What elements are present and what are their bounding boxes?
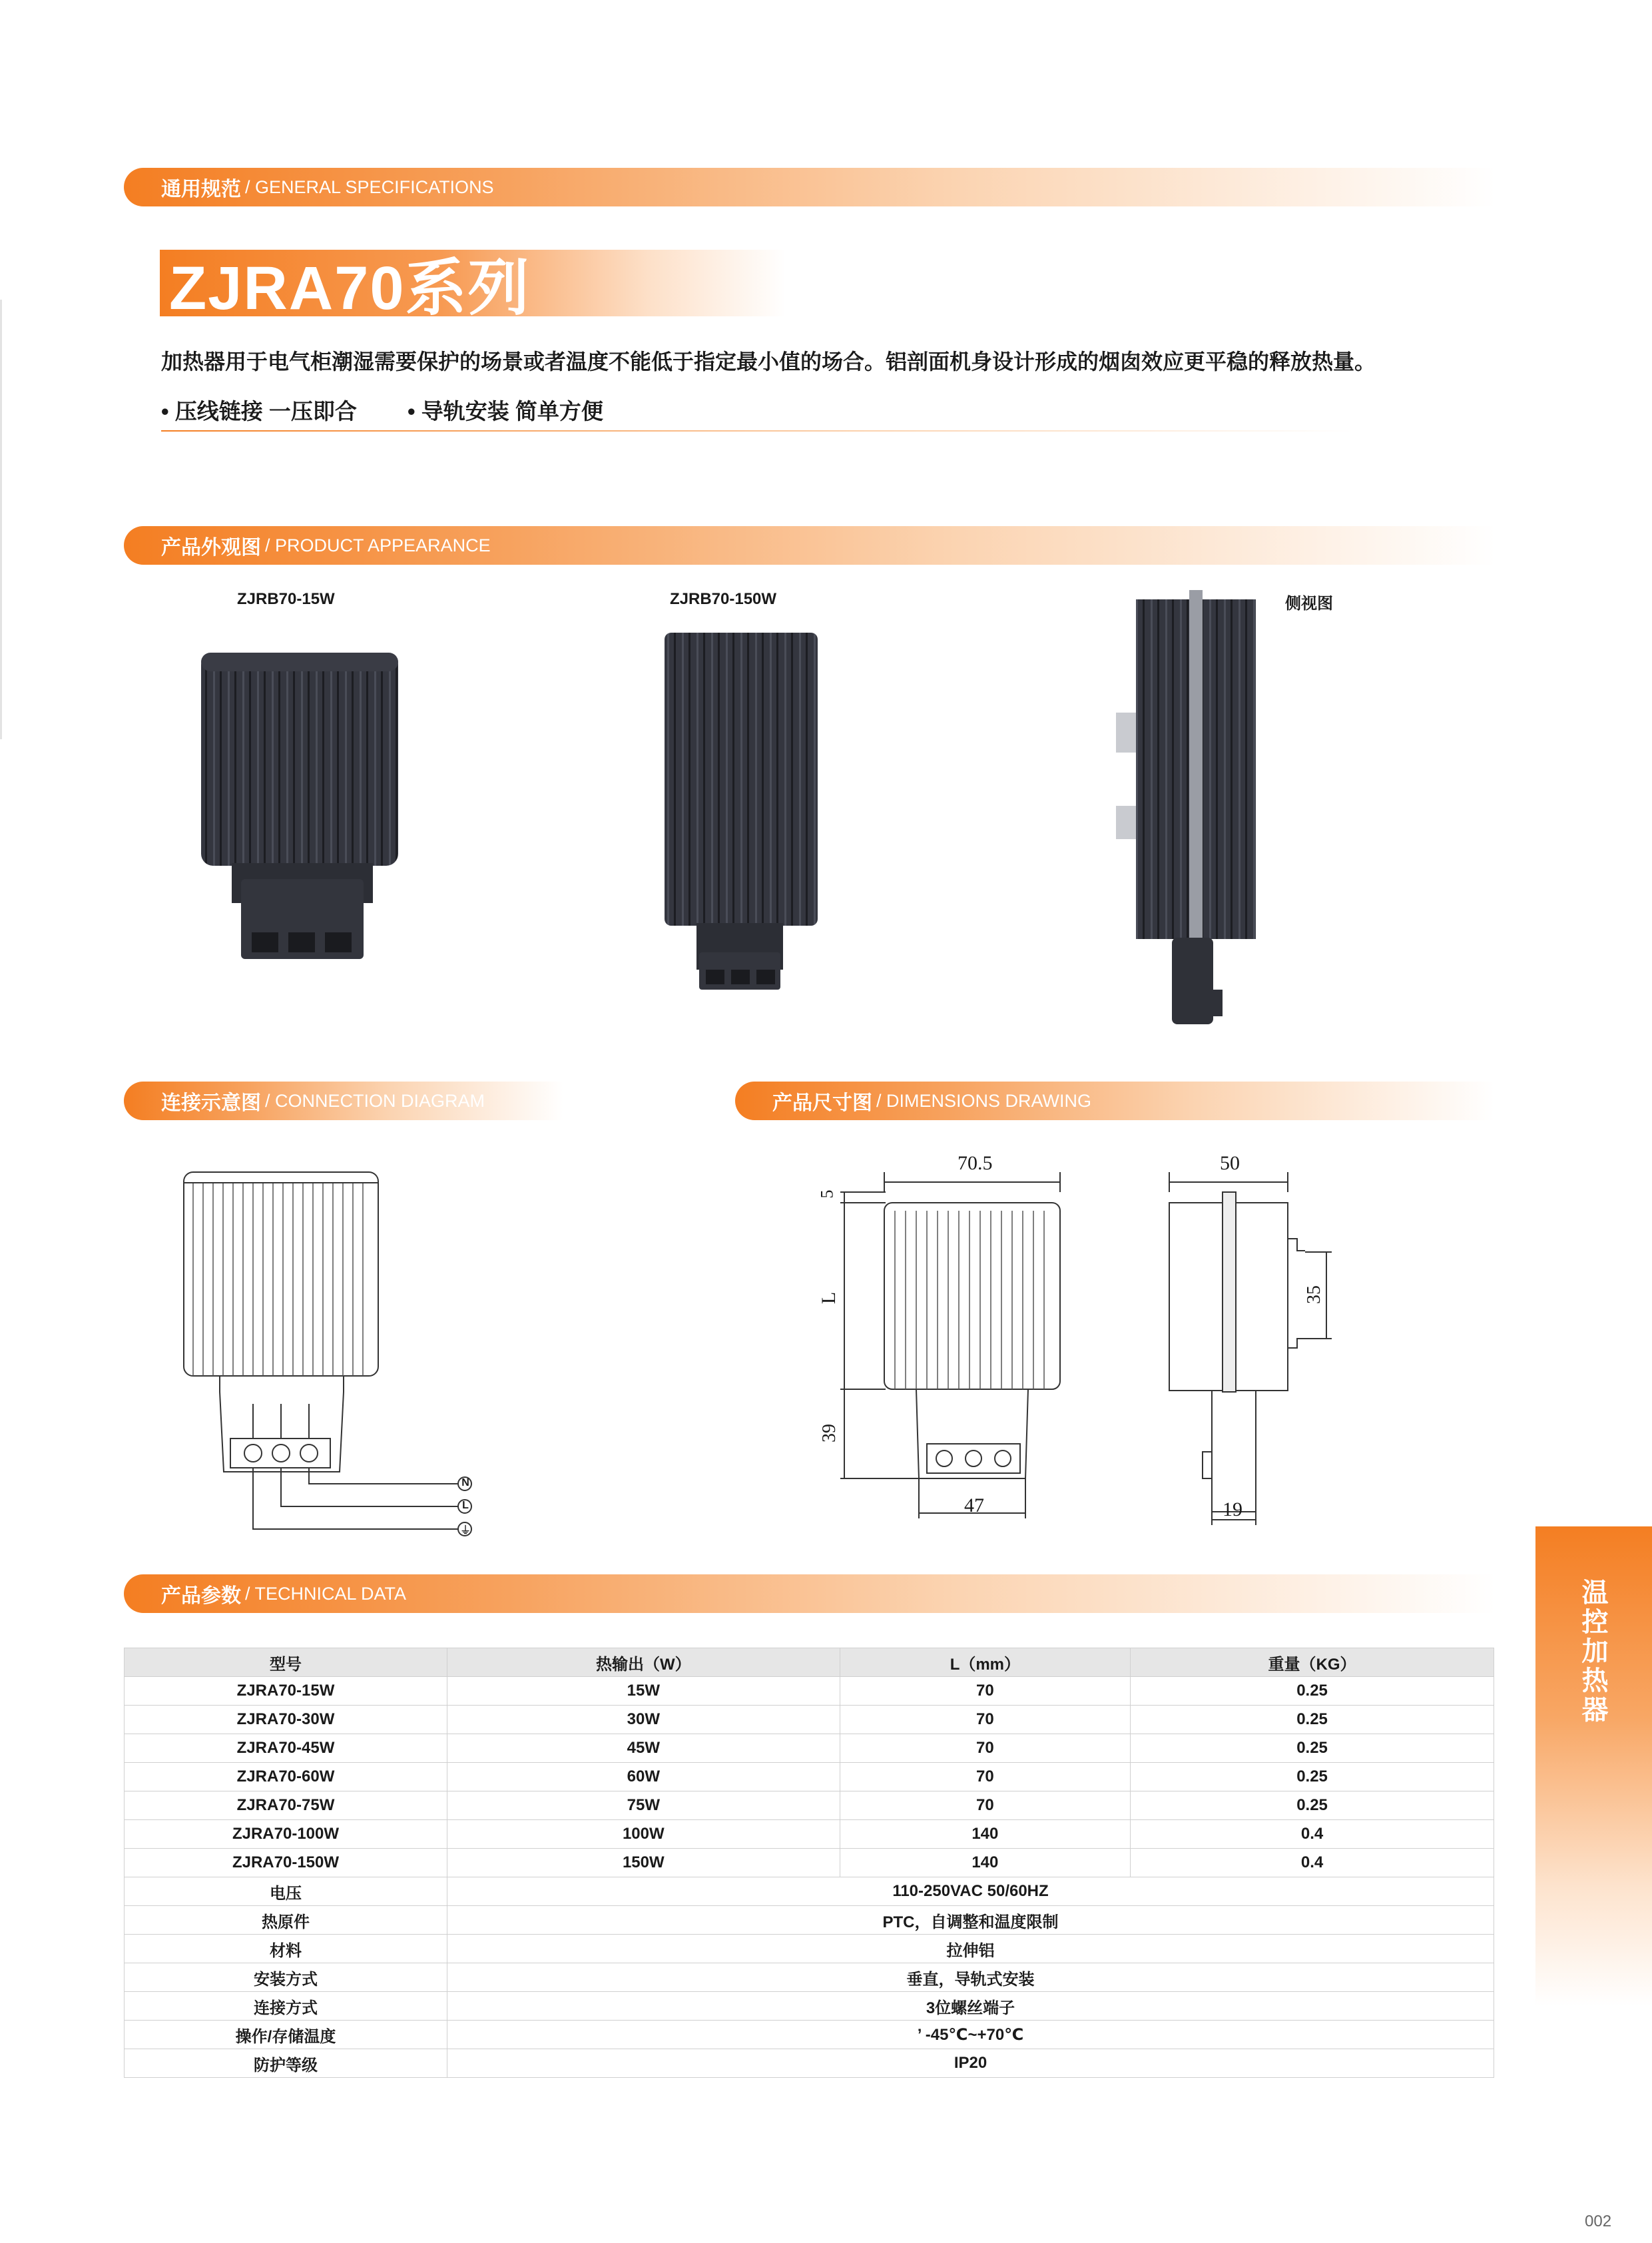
column-header: 型号 [125,1648,447,1677]
cell-model: ZJRA70-45W [125,1734,447,1763]
column-header: 重量（KG） [1131,1648,1494,1677]
cell-weight: 0.4 [1131,1820,1494,1849]
section-title-en: / PRODUCT APPEARANCE [265,535,491,555]
wire-label-ground: ⏚ [459,1525,471,1536]
table-row [125,1677,1494,1706]
dim-side-base: 19 [1223,1498,1242,1520]
table-row [125,1820,1494,1849]
dim-top: 5 [817,1189,837,1199]
cell-model: ZJRA70-60W [125,1763,447,1791]
spec-row [125,1877,1494,1906]
dim-terminal-width: 47 [964,1494,984,1516]
spec-value: 3位螺丝端子 [447,1992,1494,2021]
cell-length: 70 [840,1791,1130,1820]
section-title-cn: 连接示意图 [161,1092,261,1114]
section-title-en: / TECHNICAL DATA [245,1583,407,1604]
spec-value: IP20 [447,2049,1494,2078]
spec-label: 操作/存储温度 [125,2021,447,2049]
wire-label-l: L [462,1500,469,1511]
table-row [125,1763,1494,1791]
table-row [125,1734,1494,1763]
cell-weight: 0.25 [1131,1763,1494,1791]
cell-length: 70 [840,1763,1130,1791]
spec-label: 安装方式 [125,1963,447,1992]
cell-weight: 0.4 [1131,1849,1494,1877]
column-header: L（mm） [840,1648,1130,1677]
cell-output: 30W [447,1706,840,1734]
feature-item: • 导轨安装 简单方便 [408,399,603,424]
cell-length: 140 [840,1820,1130,1849]
cell-model: ZJRA70-75W [125,1791,447,1820]
appearance-caption: ZJRB70-150W [670,590,777,608]
spec-label: 连接方式 [125,1992,447,2021]
column-header: 热输出（W） [447,1648,840,1677]
page-number: 002 [1585,2212,1612,2230]
spec-value: 垂直，导轨式安装 [447,1963,1494,1992]
cell-output: 45W [447,1734,840,1763]
appearance-caption: 侧视图 [1285,595,1333,613]
dim-length: L [818,1291,840,1305]
cell-output: 100W [447,1820,840,1849]
spec-value: 拉伸铝 [447,1935,1494,1963]
spec-row [125,2021,1494,2049]
spec-label: 电压 [125,1877,447,1906]
section-title-en: / GENERAL SPECIFICATIONS [245,176,494,197]
cell-length: 70 [840,1734,1130,1763]
technical-data-table [124,1648,1494,2078]
cell-weight: 0.25 [1131,1706,1494,1734]
cell-output: 150W [447,1849,840,1877]
table-row [125,1849,1494,1877]
spec-value: PTC，自调整和温度限制 [447,1906,1494,1935]
cell-weight: 0.25 [1131,1677,1494,1706]
cell-weight: 0.25 [1131,1791,1494,1820]
spec-row [125,2049,1494,2078]
side-category-label: 温控加热器 [1578,1578,1607,1725]
section-title-en: / DIMENSIONS DRAWING [876,1090,1092,1111]
cell-output: 15W [447,1677,840,1706]
section-title-cn: 产品外观图 [161,537,261,559]
cell-model: ZJRA70-150W [125,1849,447,1877]
cell-model: ZJRA70-30W [125,1706,447,1734]
table-header-row [125,1648,1494,1677]
appearance-caption: ZJRB70-15W [237,590,335,608]
spec-label: 防护等级 [125,2049,447,2078]
spec-label: 热原件 [125,1906,447,1935]
spec-value: 110-250VAC 50/60HZ [447,1877,1494,1906]
spec-row [125,1992,1494,2021]
feature-item: • 压线链接 一压即合 [161,399,357,424]
side-category-tab [1535,1526,1652,2006]
spec-row [125,1963,1494,1992]
section-title-en: / CONNECTION DIAGRAM [265,1090,485,1111]
section-title-cn: 通用规范 [161,178,241,200]
table-row [125,1791,1494,1820]
cell-length: 70 [840,1677,1130,1706]
dim-side-width: 50 [1220,1152,1240,1174]
dim-base: 39 [819,1424,840,1442]
section-title-cn: 产品尺寸图 [772,1092,872,1114]
spec-label: 材料 [125,1935,447,1963]
series-title: ZJRA70系列 [169,254,531,322]
section-header-technical [124,1574,1496,1613]
cell-output: 75W [447,1791,840,1820]
cell-weight: 0.25 [1131,1734,1494,1763]
dim-rail: 35 [1304,1285,1324,1304]
table-row [125,1706,1494,1734]
wire-label-n: N [461,1477,469,1488]
dim-width: 70.5 [958,1152,993,1174]
spec-value: ’ -45℃~+70℃ [447,2021,1494,2049]
cell-length: 70 [840,1706,1130,1734]
spec-row [125,1906,1494,1935]
cell-length: 140 [840,1849,1130,1877]
spec-row [125,1935,1494,1963]
cell-model: ZJRA70-15W [125,1677,447,1706]
cell-model: ZJRA70-100W [125,1820,447,1849]
section-title-cn: 产品参数 [161,1585,241,1607]
cell-output: 60W [447,1763,840,1791]
product-description: 加热器用于电气柜潮湿需要保护的场景或者温度不能低于指定最小值的场合。铝剖面机身设计形成的烟囱效应更平稳的释放热量。 [161,350,1376,374]
